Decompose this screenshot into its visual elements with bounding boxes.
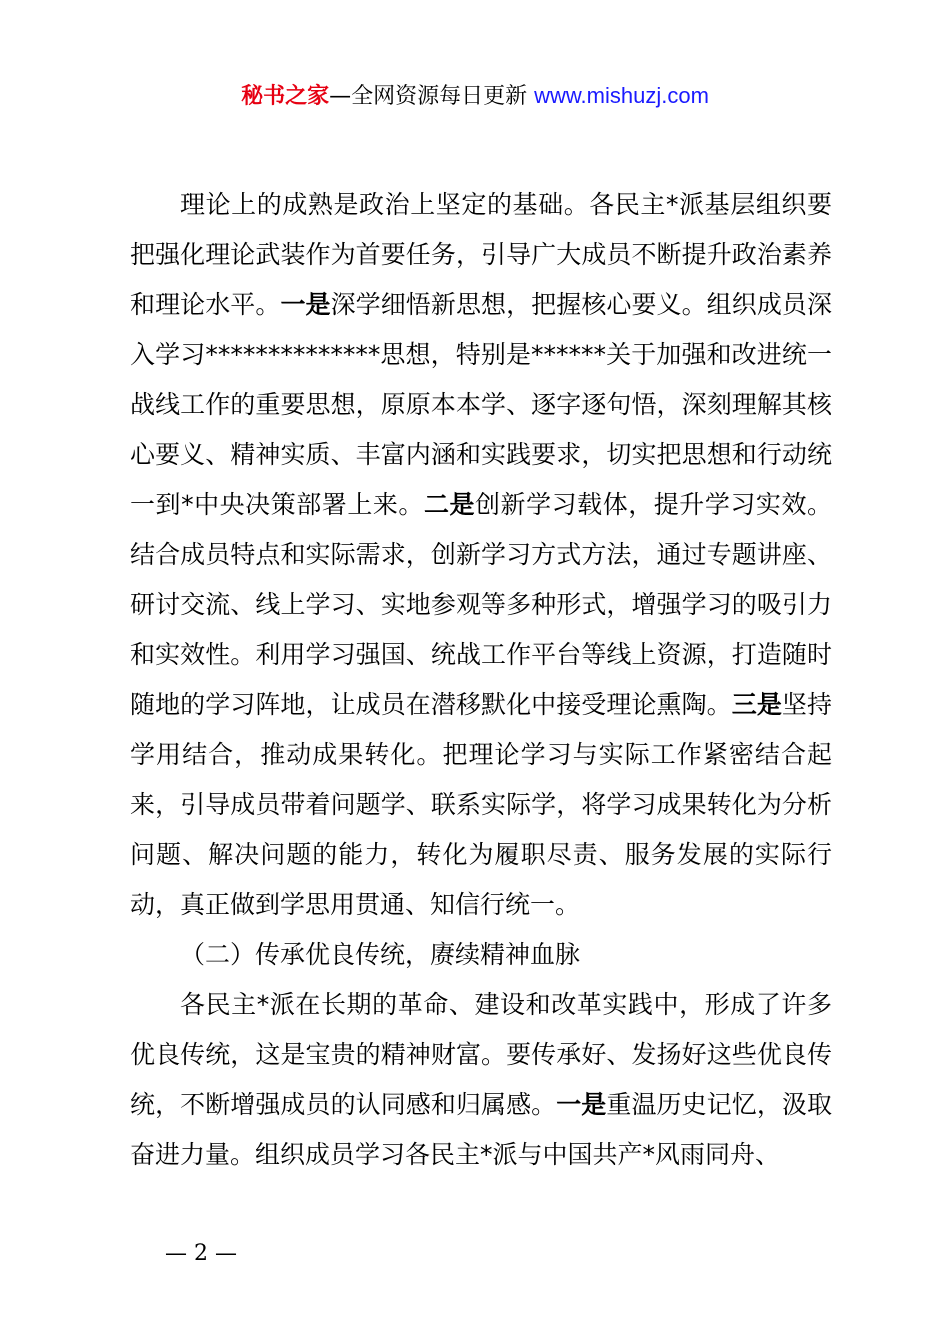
- paragraph-text: 理论上的成熟是政治上坚定的基础。各民主*派基层组织要把强化理论武装作为首要任务，引导广大成员不断提升政治素养和理论水平。: [130, 190, 832, 319]
- paragraph-tradition: [130, 980, 832, 1180]
- paragraph-text: 各民主*派在长期的革命、建设和改革实践中，形成了许多优良传统，这是宝贵的精神财富。要传承好、发扬好这些优良传统，不断增强成员的认同感和归属感。: [130, 990, 832, 1119]
- keyword-first: 一是: [556, 1090, 607, 1119]
- paragraph-text: 深学细悟新思想，把握核心要义。组织成员深入学习**************思想，特别是******关于加强和改进统一战线工作的重要思想，原原本本学、逐字逐句悟，深刻理解其核心要义、精神实质、丰富内涵和实践要求，切实把思想和行动统一到*中央决策部署上来。: [130, 290, 832, 519]
- keyword-first: 一是: [280, 290, 331, 319]
- paragraph-text: 坚持学用结合，推动成果转化。把理论学习与实际工作紧密结合起来，引导成员带着问题学、联系实际学，将学习成果转化为分析问题、解决问题的能力，转化为履职尽责、服务发展的实际行动，真正做到学思用贯通、知信行统一。: [130, 690, 832, 919]
- document-body: [130, 180, 832, 1180]
- keyword-second: 二是: [423, 490, 476, 519]
- banner-tagline: —全网资源每日更新: [329, 84, 528, 109]
- keyword-third: 三是: [731, 690, 782, 719]
- site-banner: [0, 80, 950, 113]
- page-number: — 2 —: [165, 1241, 237, 1266]
- site-url-link[interactable]: www.mishuzj.com: [534, 83, 709, 108]
- paragraph-theory: [130, 180, 832, 930]
- brand-name: 秘书之家: [241, 84, 330, 109]
- section-heading: （二）传承优良传统，赓续精神血脉: [180, 940, 581, 969]
- paragraph-text: 创新学习载体，提升学习实效。结合成员特点和实际需求，创新学习方式方法，通过专题讲座、研讨交流、线上学习、实地参观等多种形式，增强学习的吸引力和实效性。利用学习强国、统战工作平台等线上资源，打造随时随地的学习阵地，让成员在潜移默化中接受理论熏陶。: [130, 490, 832, 719]
- paragraph-text: 重温历史记忆，汲取奋进力量。组织成员学习各民主*派与中国共产*风雨同舟、: [130, 1090, 832, 1169]
